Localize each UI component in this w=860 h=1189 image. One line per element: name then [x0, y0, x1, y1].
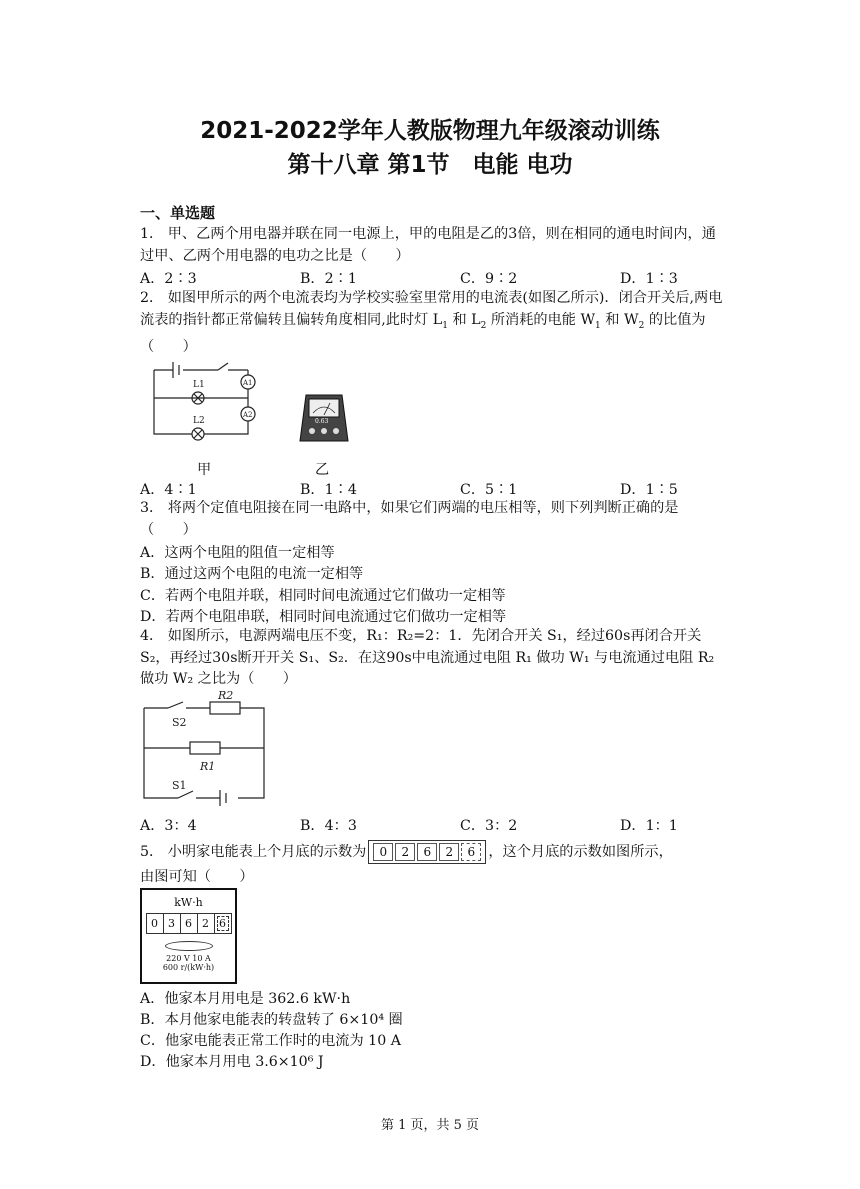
page-footer: 第 1 页，共 5 页: [380, 1118, 480, 1133]
option-c[interactable]: C．9∶2: [460, 271, 518, 287]
option-a[interactable]: A．4∶1: [140, 482, 197, 498]
meter-digits: 0 3 6 2 6: [146, 913, 232, 934]
meter-unit: kW·h: [174, 896, 203, 909]
option-b[interactable]: B．通过这两个电阻的电流一定相等: [140, 566, 364, 582]
question-1-options: [140, 268, 740, 288]
option-d[interactable]: D．1∶5: [620, 482, 678, 498]
option-a[interactable]: A．这两个电阻的阻值一定相等: [140, 545, 335, 561]
question-1-text: 1． 甲、乙两个用电器并联在同一电源上，甲的电阻是乙的3倍，则在相同的通电时间内，通过甲、乙两个用电器的电功之比是（ ）: [140, 226, 716, 264]
meter-disc: [165, 941, 213, 951]
option-c[interactable]: C．5∶1: [460, 482, 518, 498]
section-heading: 一、单选题: [140, 204, 216, 222]
figure-label-yi: 乙: [315, 462, 330, 478]
option-d[interactable]: D．1：1: [620, 818, 678, 834]
svg-text:L2: L2: [193, 416, 205, 426]
svg-text:A2: A2: [243, 411, 253, 419]
option-d[interactable]: D．1∶3: [620, 271, 678, 287]
question-5-text-cont: 由图可知（ ）: [140, 869, 254, 885]
energy-meter-image: kW·h 0 3 6 2 6 220 V 10 A 600 r/(kW·h): [140, 888, 237, 984]
question-2-options: [140, 479, 740, 499]
option-d[interactable]: D．他家本月用电 3.6×10⁶ J: [140, 1054, 324, 1070]
svg-text:R2: R2: [218, 690, 234, 702]
svg-text:L1: L1: [193, 380, 205, 390]
option-b[interactable]: B．2∶1: [300, 271, 357, 287]
option-c[interactable]: C．若两个电阻并联，相同时间电流通过它们做功一定相等: [140, 588, 506, 604]
page-subtitle: 第十八章 第1节 电能 电功: [287, 152, 573, 178]
figure-label-jia: 甲: [197, 462, 212, 478]
question-2-text: 2． 如图甲所示的两个电流表均为学校实验室里常用的电流表(如图乙所示)．闭合开关后,两电流表的指针都正常偏转且偏转角度相同,此时灯 $L_1$ 和 $L_2$ 所消耗的电能 $W_1$ 和 $W_2$ 的比值为（ ）: [140, 290, 723, 356]
question-4-text: 4． 如图所示，电源两端电压不变，R₁：R₂=2：1．先闭合开关 S₁，经过60s再闭合开关 S₂，再经过30s断开开关 S₁、S₂．在这90s中电流通过电阻 R₁ 做功 W₁ 与电流通过电阻 R₂ 做功 W₂ 之比为（ ）: [140, 628, 715, 688]
option-a[interactable]: A．他家本月用电是 362.6 kW·h: [140, 991, 351, 1007]
question-5-text: 5． 小明家电能表上个月底的示数为 0 2 6 2 6 ，这个月底的示数如图所示，: [140, 840, 673, 864]
svg-text:S1: S1: [172, 779, 187, 792]
circuit-diagram-r1-r2: [138, 690, 268, 808]
option-d[interactable]: D．若两个电阻串联，相同时间电流通过它们做功一定相等: [140, 609, 507, 625]
svg-text:0.63: 0.63: [315, 418, 329, 425]
circuit-diagram-jia: [148, 352, 268, 444]
question-4-options: [140, 815, 740, 835]
svg-text:R1: R1: [200, 760, 216, 773]
option-c[interactable]: C．他家电能表正常工作时的电流为 10 A: [140, 1033, 401, 1049]
option-c[interactable]: C．3：2: [460, 818, 518, 834]
option-a[interactable]: A．3：4: [140, 818, 197, 834]
option-b[interactable]: B．4：3: [300, 818, 357, 834]
previous-reading-box: 0 2 6 2 6: [368, 840, 486, 864]
question-3-text: 3． 将两个定值电阻接在同一电路中，如果它们两端的电压相等，则下列判断正确的是（ ）: [140, 500, 679, 538]
option-a[interactable]: A．2∶3: [140, 271, 197, 287]
svg-text:S2: S2: [172, 716, 187, 729]
svg-text:A1: A1: [243, 379, 253, 387]
ammeter-image-yi: [296, 387, 352, 443]
option-b[interactable]: B．本月他家电能表的转盘转了 6×10⁴ 圈: [140, 1012, 403, 1028]
page-title: 2021-2022学年人教版物理九年级滚动训练: [200, 118, 660, 144]
option-b[interactable]: B．1∶4: [300, 482, 357, 498]
